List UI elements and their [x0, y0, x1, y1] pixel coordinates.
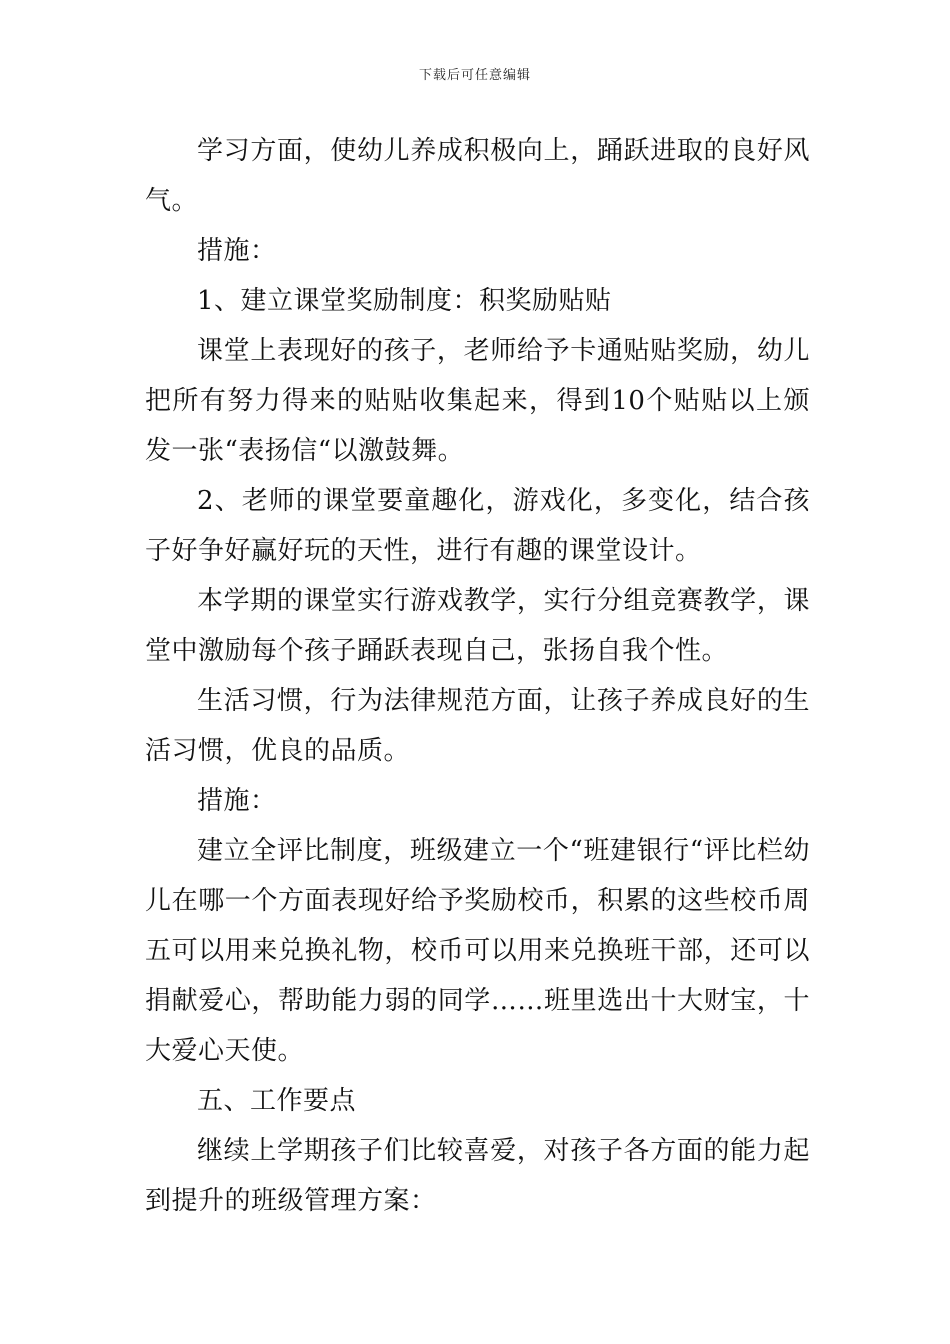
page-header-note: 下载后可任意编辑: [418, 68, 531, 83]
paragraph: 措施：: [197, 786, 277, 816]
paragraph: 本学期的课堂实行游戏教学，实行分组竞赛教学，课堂中激励每个孩子踊跃表现自己，张扬自我个性。: [145, 586, 810, 666]
paragraph: 1、建立课堂奖励制度：积奖励贴贴: [197, 286, 612, 316]
paragraph: 课堂上表现好的孩子，老师给予卡通贴贴奖励，幼儿把所有努力得来的贴贴收集起来，得到10个贴贴以上颁发一张“表扬信“以激鼓舞。: [145, 336, 810, 466]
paragraph: 生活习惯，行为法律规范方面，让孩子养成良好的生活习惯，优良的品质。: [145, 686, 810, 766]
paragraph: 继续上学期孩子们比较喜爱，对孩子各方面的能力起到提升的班级管理方案：: [145, 1136, 810, 1216]
paragraph: 措施：: [197, 236, 277, 266]
paragraph: 建立全评比制度，班级建立一个“班建银行“评比栏幼儿在哪一个方面表现好给予奖励校币，积累的这些校币周五可以用来兑换礼物，校币可以用来兑换班干部，还可以捐献爱心，帮助能力弱的同学……班里选出十大财宝，十大爱心天使。: [145, 836, 810, 1066]
paragraph: 学习方面，使幼儿养成积极向上，踊跃进取的良好风气。: [145, 136, 810, 216]
section-heading: 五、工作要点: [197, 1086, 357, 1116]
paragraph: 2、老师的课堂要童趣化，游戏化，多变化，结合孩子好争好赢好玩的天性，进行有趣的课堂设计。: [145, 486, 810, 566]
document-body: [145, 126, 810, 1226]
